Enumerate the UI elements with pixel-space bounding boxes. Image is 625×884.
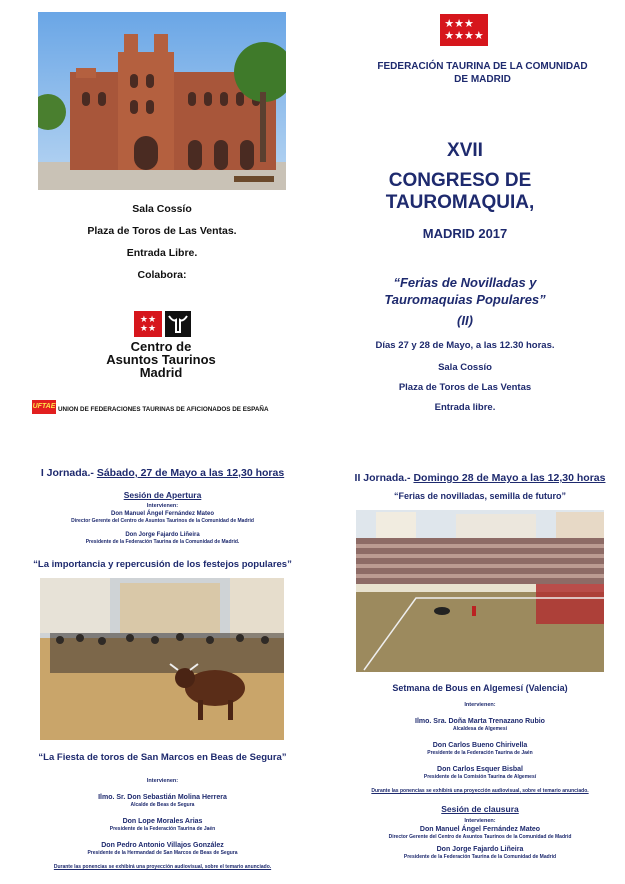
congress-line2: TAUROMAQUIA, [385,192,535,213]
day2-closing2-role: Presidente de la Federación Taurina de la Comunidad de Madrid [403,854,557,860]
right-venue-place: Plaza de Toros de Las Ventas [398,382,532,393]
venue-place: Plaza de Toros de Las Ventas. [87,225,237,237]
day2-panel2-role: Presidente de la Federación Taurina de Jaén [427,750,533,756]
cat-logo-line2: Asuntos Taurinos [106,352,216,367]
day1-speaker1-name: Don Manuel Ángel Fernández Mateo [110,511,214,517]
day1-panel3-name: Don Pedro Antonio Villajos González [101,842,224,849]
day2-closing1-name: Don Manuel Ángel Fernández Mateo [419,826,541,833]
cat-logo-line3: Madrid [139,365,183,380]
uftae-name: UNION DE FEDERACIONES TAURINAS DE AFICIONADOS DE ESPAÑA [58,406,269,413]
day1-speaker2-role: Presidente de la Federación Taurina de la Comunidad de Madrid. [85,539,240,545]
day2-heading-prefix: II Jornada.- [354,472,414,484]
day1-intervienen-1: Intervienen: [146,503,179,509]
day1-projection-note: Durante las ponencias se exhibirá una proyección audiovisual, sobre el temario anunciado. [53,864,272,870]
day2-panel3-name: Don Carlos Esquer Bisbal [437,766,523,773]
congress-line1: CONGRESO DE [388,170,532,191]
algemesi-bullring-photo [356,510,604,672]
comunidad-madrid-flag-icon: ★★★ ★★★★ [440,14,488,46]
madrid-flag-icon: ★★ ★★ [134,311,162,337]
day1-heading-prefix: I Jornada.- [40,467,97,479]
day2-intervienen-1: Intervienen: [464,702,496,708]
uftae-badge-text: UFTAE [32,403,56,410]
day1-heading [20,467,305,479]
las-ventas-photo [38,12,286,190]
right-venue-room: Sala Cossío [438,362,492,373]
day2-panel1-role: Alcaldesa de Algemesí [452,726,507,732]
edition-number: XVII [447,140,483,161]
day2-panel1-name: Ilmo. Sra. Doña Marta Trenazano Rubio [415,718,545,725]
day2-talk2-title: Setmana de Bous en Algemesí (Valencia) [392,683,568,693]
day1-panel2-role: Presidente de la Federación Taurina de Jaén [109,826,216,832]
day2-heading [335,472,625,484]
day1-panel3-role: Presidente de la Hermandad de San Marcos de Beas de Segura [87,850,238,856]
venue-room: Sala Cossío [132,203,192,215]
day1-talk2-title: “La Fiesta de toros de San Marcos en Beas de Segura” [38,752,287,763]
day2-intervienen-2: Intervienen: [464,818,496,824]
day2-heading-date: Domingo 28 de Mayo a las 12,30 horas [413,472,606,484]
day1-heading-date: Sábado, 27 de Mayo a las 12,30 horas [96,467,285,479]
day1-talk1-title: “La importancia y repercusión de los festejos populares” [33,559,292,570]
day1-panel2-name: Don Lope Morales Arias [122,818,203,825]
congress-dates: Días 27 y 28 de Mayo, a las 12.30 horas. [375,340,555,351]
federation-line2: DE MADRID [454,74,511,85]
congress-city-year: MADRID 2017 [422,226,508,241]
day2-closing2-name: Don Jorge Fajardo Liñeira [436,846,524,853]
day2-closing1-role: Director Gerente del Centro de Asuntos Taurinos de la Comunidad de Madrid [388,834,572,840]
beas-de-segura-bull-photo [40,578,284,740]
theme-line2: Tauromaquias Populares” [384,292,546,307]
sponsor-label: Colabora: [137,269,187,281]
day2-panel3-role: Presidente de la Comisión Taurina de Algemesí [423,774,537,780]
day1-panel1-role: Alcalde de Beas de Segura [130,802,195,808]
day2-talk1-title: “Ferias de novilladas, semilla de futuro” [393,491,567,501]
theme-line1: “Ferias de Novilladas y [393,275,537,290]
day1-speaker1-role: Director Gerente del Centro de Asuntos Taurinos de la Comunidad de Madrid [71,518,254,524]
day1-speaker2-name: Don Jorge Fajardo Liñeira [125,532,200,538]
closing-session-title: Sesión de clausura [441,804,519,814]
uftae-logo [32,400,56,414]
day2-panel2-name: Don Carlos Bueno Chirivella [432,742,528,749]
cat-logo-line1: Centro de [130,339,192,354]
day2-projection-note: Durante las ponencias se exhibirá una proyección audiovisual, sobre el temario anunciado. [371,788,589,794]
day1-panel1-name: Ilmo. Sr. Don Sebastián Molina Herrera [98,794,227,801]
day1-intervienen-2: Intervienen: [146,778,179,784]
theme-part: (II) [457,313,473,328]
venue-entry: Entrada Libre. [126,247,198,259]
right-venue-entry: Entrada libre. [434,402,496,413]
federation-line1: FEDERACIÓN TAURINA DE LA COMUNIDAD [377,61,588,72]
bull-head-icon [165,311,191,337]
opening-session-title: Sesión de Apertura [123,490,202,500]
